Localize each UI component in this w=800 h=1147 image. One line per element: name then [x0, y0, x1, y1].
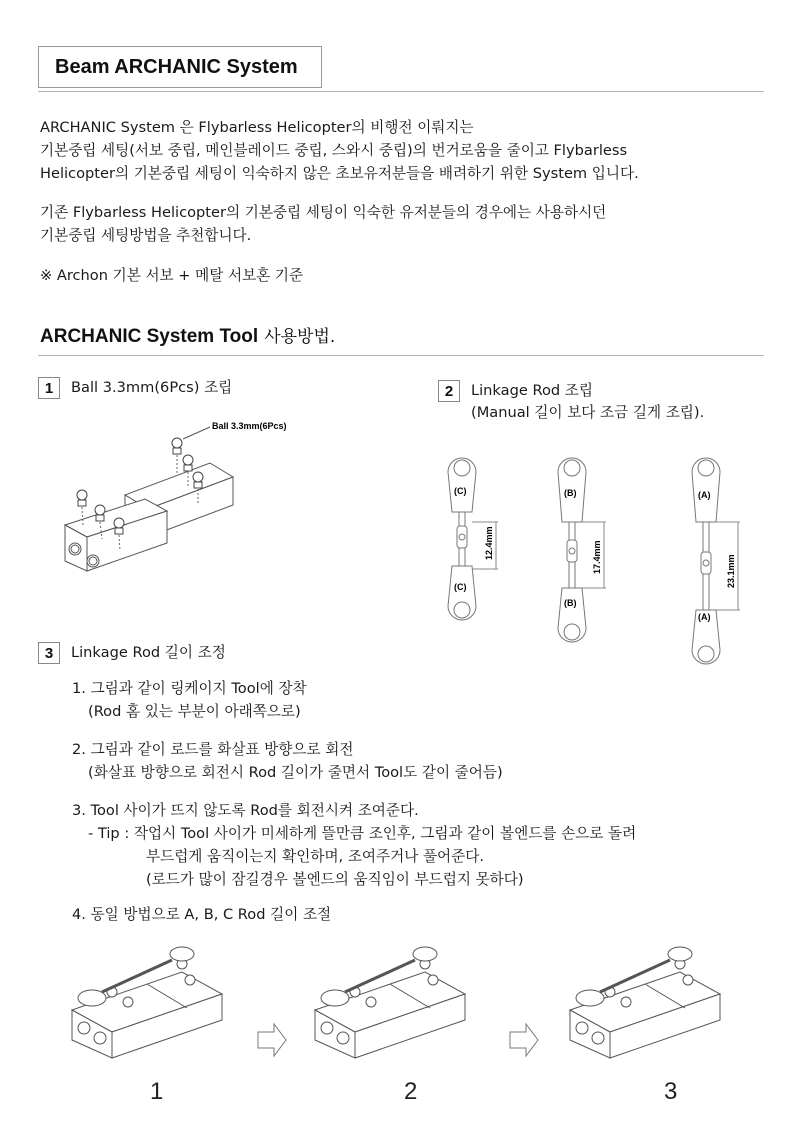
step-3-item-2: [72, 738, 503, 784]
rod-c-bottom-label: (C): [454, 582, 467, 592]
usage-heading-suffix: 사용방법.: [264, 327, 336, 347]
ball-callout-text: Ball 3.3mm(6Pcs): [212, 421, 287, 431]
header-divider: [38, 91, 764, 92]
step-3-label: Linkage Rod 길이 조정: [71, 644, 226, 661]
rod-c-length: 12.4mm: [484, 526, 494, 560]
adjustment-figures: [60, 940, 760, 1070]
figure-number-1: 1: [150, 1078, 164, 1105]
item-line: 3. Tool 사이가 뜨지 않도록 Rod를 회전시켜 조여준다.: [72, 802, 419, 819]
document-title: Beam ARCHANIC System: [38, 46, 322, 88]
step-1-label: Ball 3.3mm(6Pcs) 조립: [71, 379, 233, 396]
intro-paragraph-1: [40, 116, 639, 185]
step-2-sublabel: (Manual 길이 보다 조금 길게 조립).: [471, 404, 705, 421]
step-3-item-1: [72, 677, 307, 723]
intro-line: Helicopter의 기본중립 세팅이 익숙하지 않은 초보유저분들을 배려하기 위한 System 입니다.: [40, 165, 639, 182]
step-3-item-4: 4. 동일 방법으로 A, B, C Rod 길이 조절: [72, 906, 332, 923]
item-line: 2. 그림과 같이 로드를 화살표 방향으로 회전: [72, 741, 354, 758]
intro-line: 기본중립 세팅(서보 중립, 메인블레이드 중립, 스와시 중립)의 번거로움을 줄이고 Flybarless: [40, 142, 628, 159]
rod-a-top-label: (A): [698, 490, 711, 500]
step-1-number: 1: [38, 377, 60, 399]
linkage-rods-figure: [430, 448, 760, 673]
intro-note: ※ Archon 기본 서보 + 메탈 서보혼 기준: [40, 267, 304, 284]
figure-number-3: 3: [664, 1078, 678, 1105]
figure-number-2: 2: [404, 1078, 418, 1105]
item-line: (Rod 홈 있는 부분이 아래쪽으로): [88, 703, 301, 720]
step-3-item-3: [72, 799, 636, 891]
usage-divider: [38, 355, 764, 356]
usage-heading-title: ARCHANIC System Tool: [40, 326, 259, 347]
tip-line: 작업시 Tool 사이가 미세하게 뜰만큼 조인후, 그림과 같이 볼엔드를 손으로 돌려: [133, 825, 637, 842]
tip-prefix: - Tip :: [88, 825, 130, 842]
tip-line: 부드럽게 움직이는지 확인하며, 조여주거나 풀어준다.: [146, 848, 484, 865]
intro-line: ARCHANIC System 은 Flybarless Helicopter의 비행전 이뤄지는: [40, 119, 474, 136]
rod-b-bottom-label: (B): [564, 598, 577, 608]
usage-heading: [40, 322, 335, 348]
intro-line: 기존 Flybarless Helicopter의 기본중립 세팅이 익숙한 유저분들의 경우에는 사용하시던: [40, 204, 607, 221]
rod-b-length: 17.4mm: [592, 540, 602, 574]
ball-assembly-figure: [55, 415, 325, 590]
rod-b-top-label: (B): [564, 488, 577, 498]
step-2-label: Linkage Rod 조립: [471, 382, 593, 399]
rod-a-bottom-label: (A): [698, 612, 711, 622]
step-2-number: 2: [438, 380, 460, 402]
item-line: 1. 그림과 같이 링케이지 Tool에 장착: [72, 680, 307, 697]
step-3-number: 3: [38, 642, 60, 664]
rod-a-length: 23.1mm: [726, 554, 736, 588]
intro-paragraph-2: [40, 201, 606, 247]
tip-line: (로드가 많이 잠길경우 볼엔드의 움직임이 부드럽지 못하다): [146, 871, 524, 888]
rod-c-top-label: (C): [454, 486, 467, 496]
item-line: (화살표 방향으로 회전시 Rod 길이가 줄면서 Tool도 같이 줄어듬): [88, 764, 503, 781]
intro-line: 기본중립 세팅방법을 추천합니다.: [40, 227, 252, 244]
